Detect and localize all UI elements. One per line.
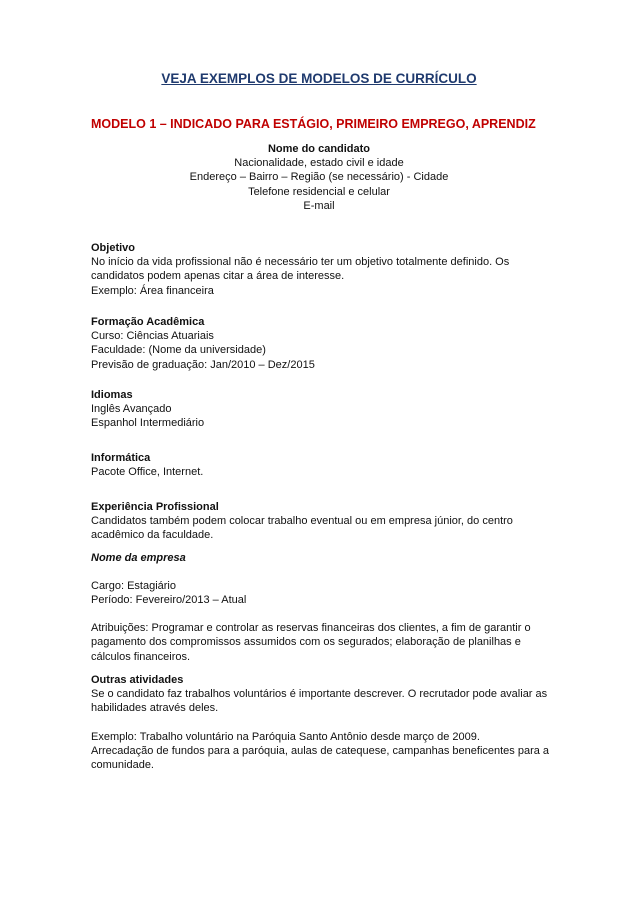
section-text: No início da vida profissional não é necessário ter um objetivo totalmente definido. Os candidatos podem apenas citar a área de interesse. bbox=[91, 256, 510, 283]
experiencia-atribuicoes: Atribuições: Programar e controlar as reservas financeiras dos clientes, a fim de garantir o pagamento dos compromissos assumidos com os segurados; elaboração de planilhas e cálculos financeiros. bbox=[91, 622, 531, 663]
formacao-faculdade: Faculdade: (Nome da universidade) bbox=[91, 344, 266, 357]
idioma-1: Inglês Avançado bbox=[91, 403, 172, 416]
section-objetivo bbox=[91, 241, 551, 298]
outras-example-1: Exemplo: Trabalho voluntário na Paróquia Santo Antônio desde março de 2009. bbox=[91, 730, 480, 743]
candidate-line-3: Telefone residencial e celular bbox=[248, 185, 390, 198]
section-heading: Formação Acadêmica bbox=[91, 316, 205, 328]
section-heading: Outras atividades bbox=[91, 674, 184, 686]
model-heading: MODELO 1 – INDICADO PARA ESTÁGIO, PRIMEIRO EMPREGO, APRENDIZ bbox=[91, 117, 536, 131]
formacao-curso: Curso: Ciências Atuariais bbox=[91, 330, 214, 343]
section-informatica bbox=[91, 451, 551, 479]
section-text: Se o candidato faz trabalhos voluntários é importante descrever. O recrutador pode avaliar as habilidades através deles. bbox=[91, 688, 548, 715]
section-text: Candidatos também podem colocar trabalho eventual ou em empresa júnior, do centro acadêmico da faculdade. bbox=[91, 515, 513, 542]
section-experiencia bbox=[91, 500, 551, 664]
section-heading: Idiomas bbox=[91, 389, 133, 401]
outras-example-2: Arrecadação de fundos para a paróquia, aulas de catequese, campanhas beneficentes para a comunidade. bbox=[91, 744, 550, 772]
candidate-line-2: Endereço – Bairro – Região (se necessário) - Cidade bbox=[189, 171, 449, 184]
candidate-header bbox=[0, 142, 638, 213]
experiencia-periodo: Período: Fevereiro/2013 – Atual bbox=[91, 594, 247, 607]
section-example: Exemplo: Área financeira bbox=[91, 284, 214, 297]
candidate-line-1: Nacionalidade, estado civil e idade bbox=[234, 157, 404, 170]
section-idiomas bbox=[91, 388, 551, 431]
section-formacao bbox=[91, 315, 551, 372]
idioma-2: Espanhol Intermediário bbox=[91, 417, 205, 430]
candidate-line-4: E-mail bbox=[303, 199, 335, 212]
formacao-previsao: Previsão de graduação: Jan/2010 – Dez/2015 bbox=[91, 358, 315, 371]
section-heading: Informática bbox=[91, 452, 151, 464]
section-heading: Experiência Profissional bbox=[91, 501, 219, 513]
candidate-name: Nome do candidato bbox=[267, 143, 371, 155]
experiencia-cargo: Cargo: Estagiário bbox=[91, 579, 176, 592]
section-heading: Objetivo bbox=[91, 242, 136, 254]
section-outras bbox=[91, 673, 551, 772]
section-text: Pacote Office, Internet. bbox=[91, 466, 204, 479]
page-title: VEJA EXEMPLOS DE MODELOS DE CURRÍCULO bbox=[161, 71, 477, 86]
company-name: Nome da empresa bbox=[91, 551, 186, 564]
